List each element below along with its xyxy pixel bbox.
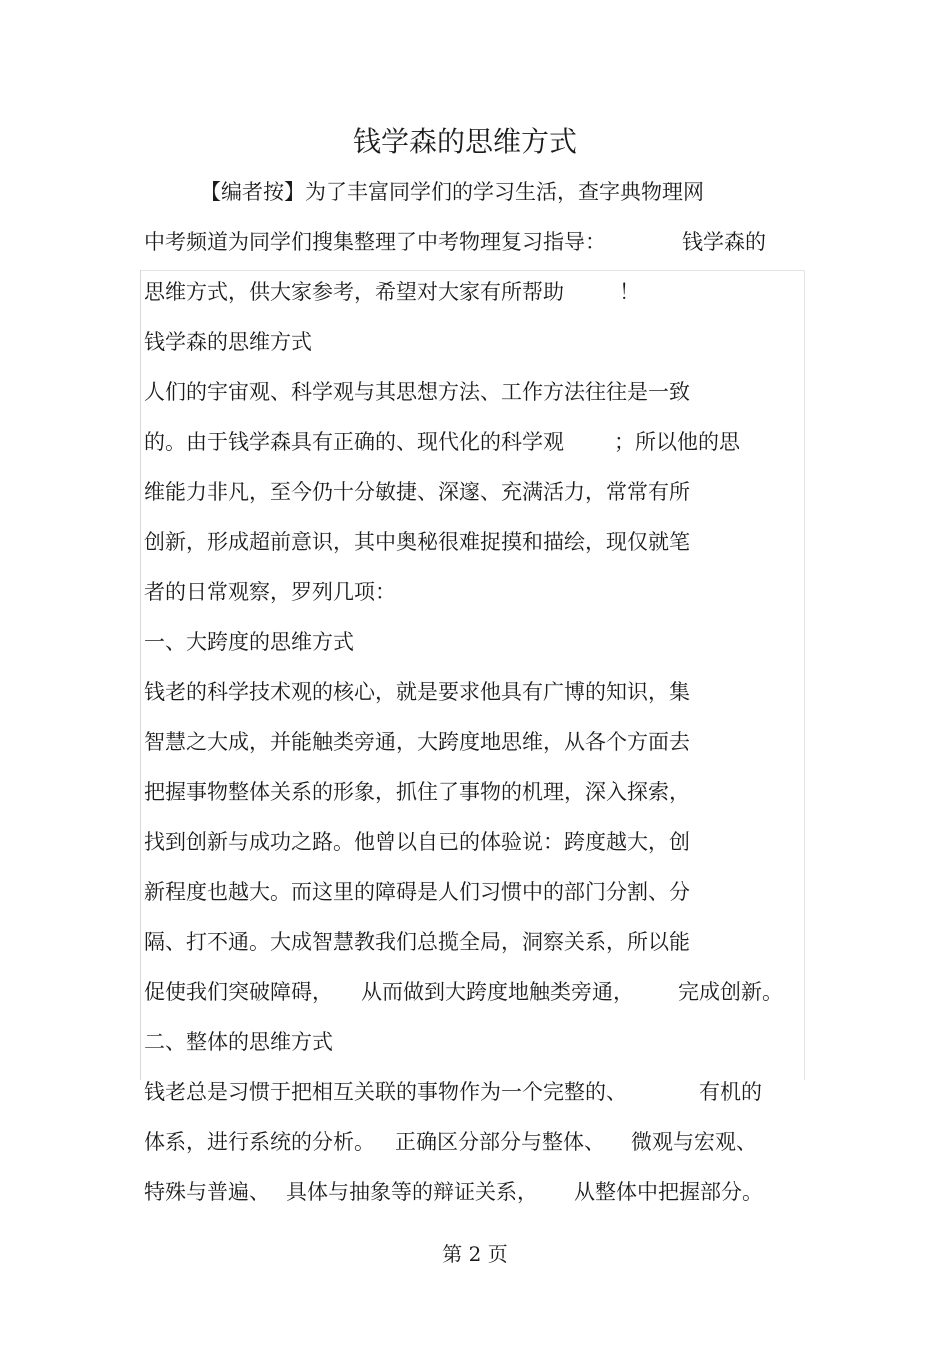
paragraph-line: 维能力非凡，至今仍十分敏捷、深邃、充满活力，常常有所 — [144, 480, 690, 504]
paragraph-line: 智慧之大成，并能触类旁通，大跨度地思维，从各个方面去 — [144, 730, 690, 754]
paragraph-line: 【编者按】为了丰富同学们的学习生活，查字典物理网 — [200, 180, 704, 204]
paragraph-line: 者的日常观察，罗列几项： — [144, 580, 396, 604]
paragraph-line: 促使我们突破障碍， 从而做到大跨度地触类旁通， 完成创新。 — [144, 980, 783, 1004]
scan-frame-left — [140, 270, 141, 1080]
paragraph-line: 特殊与普遍、 具体与抽象等的辩证关系， 从整体中把握部分。 — [144, 1180, 763, 1204]
paragraph-line: 钱老的科学技术观的核心，就是要求他具有广博的知识，集 — [144, 680, 690, 704]
paragraph-line: 找到创新与成功之路。他曾以自已的体验说：跨度越大，创 — [144, 830, 690, 854]
page-title: 钱学森的思维方式 — [352, 125, 577, 158]
paragraph-line: 钱老总是习惯于把相互关联的事物作为一个完整的、 有机的 — [144, 1080, 762, 1104]
paragraph-line: 创新，形成超前意识，其中奥秘很难捉摸和描绘，现仅就笔 — [144, 530, 690, 554]
paragraph-line: 人们的宇宙观、科学观与其思想方法、工作方法往往是一致 — [144, 380, 690, 404]
section-heading: 一、大跨度的思维方式 — [144, 630, 354, 654]
paragraph-line: 的。由于钱学森具有正确的、现代化的科学观 ；所以他的思 — [144, 430, 740, 454]
section-heading: 二、整体的思维方式 — [144, 1030, 333, 1054]
page-number: 第 2 页 — [442, 1242, 508, 1266]
paragraph-line: 思维方式，供大家参考，希望对大家有所帮助 ！ — [144, 280, 640, 304]
paragraph-line: 新程度也越大。而这里的障碍是人们习惯中的部门分割、分 — [144, 880, 690, 904]
paragraph-line: 体系，进行系统的分析。 正确区分部分与整体、 微观与宏观、 — [144, 1130, 757, 1154]
paragraph-line: 中考频道为同学们搜集整理了中考物理复习指导： 钱学森的 — [144, 230, 766, 254]
scan-frame-right — [804, 270, 805, 1080]
paragraph-line: 隔、打不通。大成智慧教我们总揽全局，洞察关系，所以能 — [144, 930, 690, 954]
paragraph-line: 把握事物整体关系的形象，抓住了事物的机理，深入探索， — [144, 780, 690, 804]
scan-frame-top — [140, 270, 805, 271]
section-heading: 钱学森的思维方式 — [144, 330, 312, 354]
